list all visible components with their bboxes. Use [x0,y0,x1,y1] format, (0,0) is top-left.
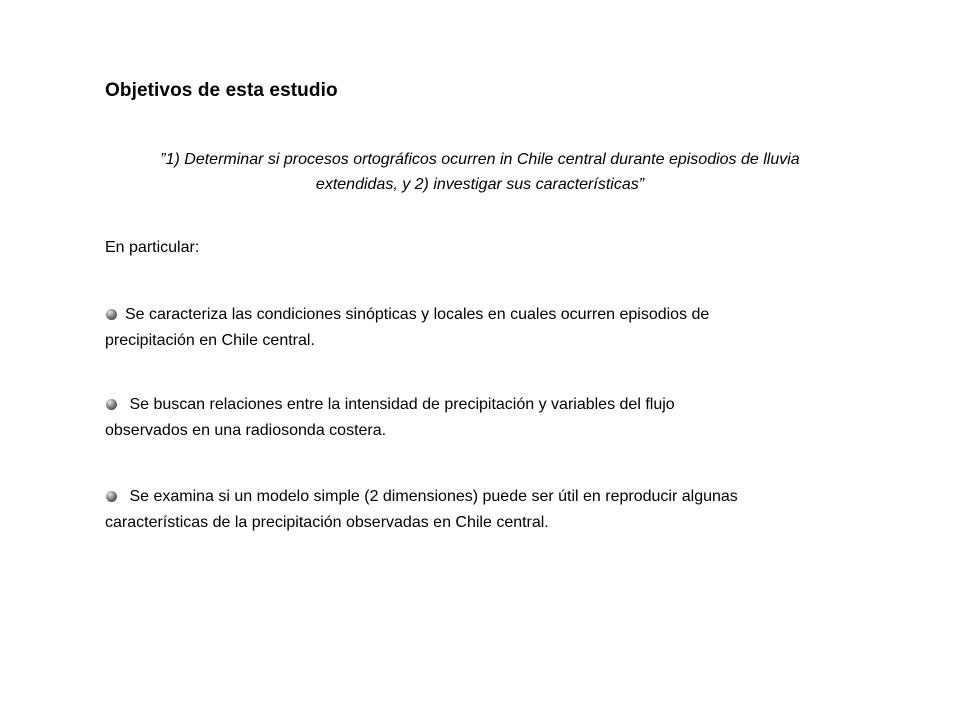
bullet-line-1 [105,392,865,418]
bullet-text-continued: precipitación en Chile central. [105,332,315,349]
sphere-bullet-icon [106,399,117,410]
bullet-text-continued: características de la precipitación observadas en Chile central. [105,514,549,531]
bullet-item [105,392,865,444]
objective-quote-line-2: extendidas, y 2) investigar sus características” [315,176,645,193]
bullet-item [105,302,865,354]
bullet-text: Se caracteriza las condiciones sinópticas y locales en cuales ocurren episodios de [125,306,710,323]
sphere-bullet-icon [106,491,117,502]
sphere-bullet-icon [106,309,117,320]
intro-text: En particular: [105,239,200,256]
objective-quote [100,147,860,197]
bullet-text: Se buscan relaciones entre la intensidad de precipitación y variables del flujo [129,396,675,413]
objective-quote-line-1: ”1) Determinar si procesos ortográficos ocurren in Chile central durante episodios de lluvia [160,151,800,168]
bullet-item [105,484,865,536]
bullet-text-continued: observados en una radiosonda costera. [105,422,387,439]
bullet-line-1 [105,484,865,510]
bullet-text: Se examina si un modelo simple (2 dimensiones) puede ser útil en reproducir algunas [129,488,738,505]
bullet-line-1 [105,302,865,328]
slide-title: Objetivos de esta estudio [105,80,338,101]
